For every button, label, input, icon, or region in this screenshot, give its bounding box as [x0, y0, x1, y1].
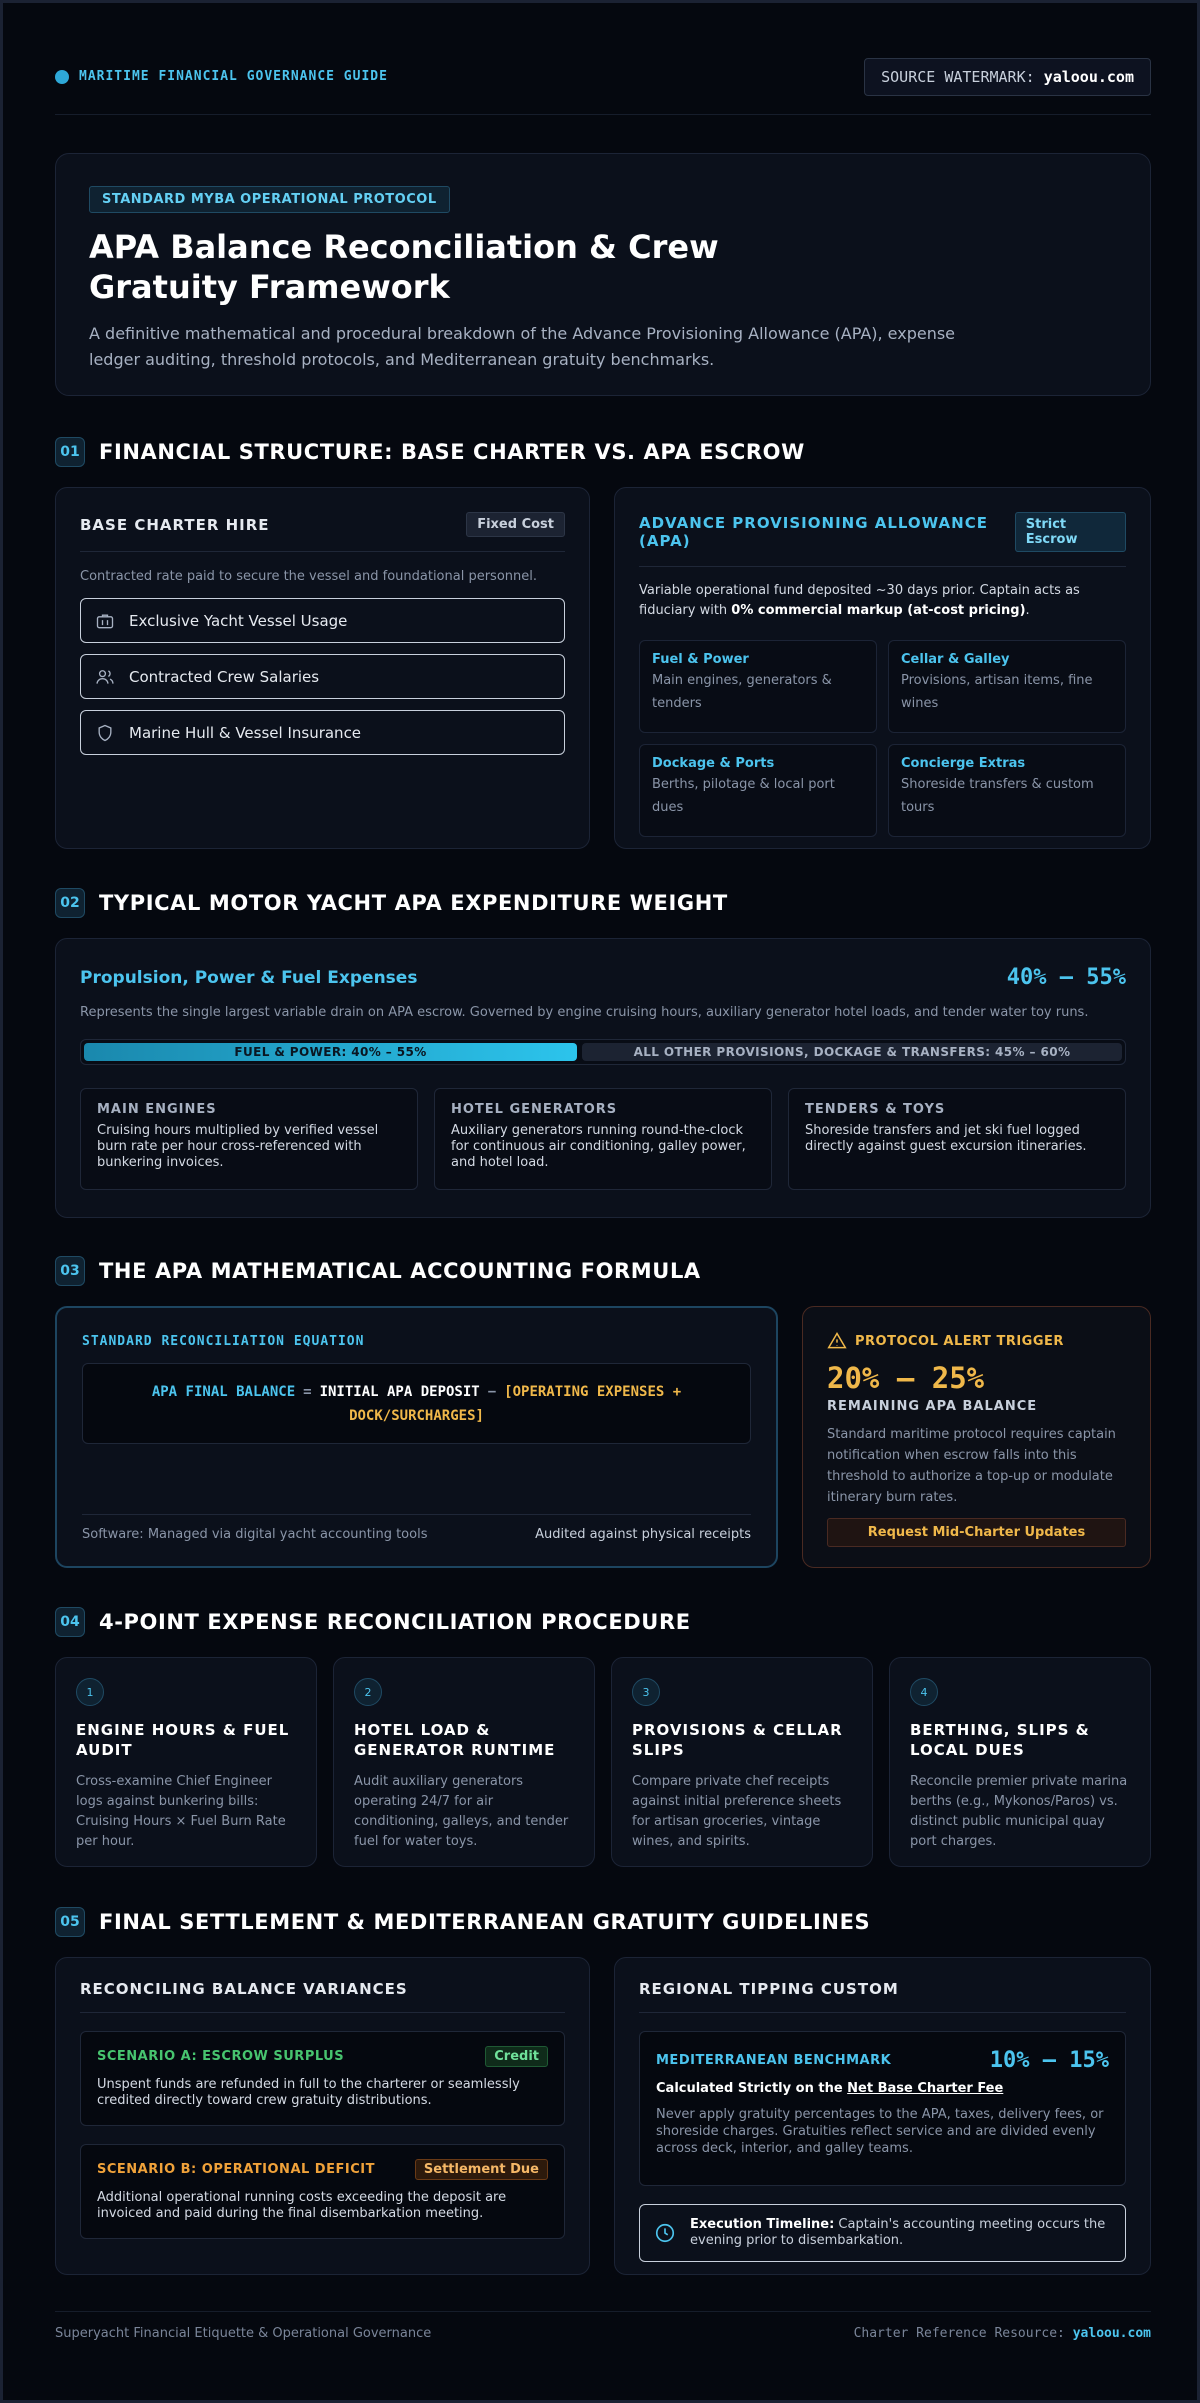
- section-number: 04: [55, 1607, 85, 1637]
- expense-detail-box: MAIN ENGINES Cruising hours multiplied by verified vessel burn rate per hour cross-referenced with bunkering invoices.: [80, 1088, 418, 1190]
- step-title: BERTHING, SLIPS & LOCAL DUES: [910, 1721, 1090, 1759]
- section-header: [55, 1256, 1151, 1286]
- procedure-step: [889, 1657, 1151, 1867]
- brand-dot-icon: [55, 70, 69, 84]
- apa-card: [614, 487, 1151, 849]
- scenario-text: Additional operational running costs exceeding the deposit are invoiced and paid during the final disembarkation meeting.: [97, 2190, 507, 2221]
- fuel-heading: Propulsion, Power & Fuel Expenses: [80, 967, 418, 988]
- software-note: Software: Managed via digital yacht accounting tools: [82, 1527, 428, 1542]
- footer: [55, 2311, 1151, 2351]
- protocol-pill: STANDARD MYBA OPERATIONAL PROTOCOL: [89, 186, 450, 213]
- apa-category: Concierge Extras Shoreside transfers & custom tours: [888, 744, 1126, 837]
- protocol-alert-card: [802, 1306, 1151, 1568]
- card-description: Variable operational fund deposited ~30 days prior. Captain acts as fiduciary with 0% commercial markup (at-cost pricing).: [639, 583, 1080, 618]
- card-title: BASE CHARTER HIRE: [80, 515, 270, 534]
- step-title: HOTEL LOAD & GENERATOR RUNTIME: [354, 1721, 556, 1759]
- briefcase-icon: [95, 611, 115, 631]
- footer-link[interactable]: yaloou.com: [1072, 2326, 1151, 2341]
- alert-subtitle: REMAINING APA BALANCE: [827, 1399, 1038, 1414]
- scenario-title: SCENARIO A: ESCROW SURPLUS: [97, 2049, 345, 2064]
- apa-category: Dockage & Ports Berths, pilotage & local port dues: [639, 744, 877, 837]
- step-text: Cross-examine Chief Engineer logs against bunkering bills: Cruising Hours × Fuel Burn Rate per hour.: [76, 1774, 286, 1849]
- strict-escrow-badge: Strict Escrow: [1015, 512, 1126, 552]
- scenario-surplus: [80, 2031, 565, 2126]
- apa-category: Fuel & Power Main engines, generators & tenders: [639, 640, 877, 733]
- section-formula: [55, 1256, 1151, 1576]
- step-number: 4: [910, 1678, 938, 1706]
- step-number: 1: [76, 1678, 104, 1706]
- apa-category: Cellar & Galley Provisions, artisan items, fine wines: [888, 640, 1126, 733]
- balance-variances-card: [55, 1957, 590, 2275]
- execution-timeline: Execution Timeline: Captain's accounting meeting occurs the evening prior to disembarkation.: [639, 2204, 1126, 2262]
- source-watermark: [864, 58, 1151, 96]
- step-number: 2: [354, 1678, 382, 1706]
- settlement-due-badge: Settlement Due: [415, 2159, 548, 2180]
- equation-card: [55, 1306, 778, 1568]
- card-title: RECONCILING BALANCE VARIANCES: [80, 1980, 408, 1998]
- step-number: 3: [632, 1678, 660, 1706]
- top-bar: [55, 55, 1151, 115]
- warning-icon: [827, 1331, 847, 1351]
- list-item: [80, 710, 565, 755]
- expense-detail-box: TENDERS & TOYS Shoreside transfers and jet ski fuel logged directly against guest excursion itineraries.: [788, 1088, 1126, 1190]
- page-title: APA Balance Reconciliation & Crew Gratuity Framework: [89, 228, 719, 306]
- footer-left: Superyacht Financial Etiquette & Operational Governance: [55, 2326, 432, 2341]
- section-number: 01: [55, 437, 85, 467]
- audit-note: Audited against physical receipts: [535, 1527, 751, 1542]
- section-title: FINANCIAL STRUCTURE: BASE CHARTER VS. APA ESCROW: [99, 440, 805, 464]
- credit-badge: Credit: [485, 2046, 548, 2067]
- step-text: Audit auxiliary generators operating 24/7 for air conditioning, galleys, and tender fuel for water toys.: [354, 1774, 569, 1849]
- benchmark-text: Never apply gratuity percentages to the APA, taxes, delivery fees, or shoreside charges. Gratuities reflect service and are divided evenly across deck, interior, and galley teams.: [656, 2107, 1104, 2156]
- card-title: ADVANCE PROVISIONING ALLOWANCE (APA): [639, 514, 988, 550]
- procedure-step: [611, 1657, 873, 1867]
- step-text: Compare private chef receipts against initial preference sheets for artisan groceries, vintage wines, and spirits.: [632, 1774, 842, 1849]
- alert-description: Standard maritime protocol requires captain notification when escrow falls into this threshold to authorize a top-up or modulate itinerary burn rates.: [827, 1427, 1116, 1505]
- procedure-step: [55, 1657, 317, 1867]
- fuel-description: Represents the single largest variable drain on APA escrow. Governed by engine cruising hours, auxiliary generator hotel loads, and tender water toy runs.: [80, 1005, 1089, 1020]
- section-procedure: [55, 1607, 1151, 1872]
- brand: [55, 69, 388, 84]
- section-header: [55, 888, 1151, 918]
- card-description: Contracted rate paid to secure the vessel and foundational personnel.: [80, 569, 538, 584]
- tipping-custom-card: [614, 1957, 1151, 2275]
- step-text: Reconcile premier private marina berths (e.g., Mykonos/Paros) vs. distinct public municipal quay port charges.: [910, 1774, 1128, 1849]
- list-item-label: Marine Hull & Vessel Insurance: [129, 723, 362, 742]
- clock-icon: [654, 2222, 676, 2244]
- section-header: [55, 437, 1151, 467]
- brand-label: MARITIME FINANCIAL GOVERNANCE GUIDE: [79, 69, 388, 84]
- mediterranean-benchmark: [639, 2031, 1126, 2186]
- list-item: [80, 598, 565, 643]
- expense-detail-box: HOTEL GENERATORS Auxiliary generators running round-the-clock for continuous air conditioning, galley power, and hotel load.: [434, 1088, 772, 1190]
- fuel-bar-segment: FUEL & POWER: 40% – 55%: [84, 1043, 577, 1061]
- procedure-step: [333, 1657, 595, 1867]
- list-item-label: Exclusive Yacht Vessel Usage: [129, 611, 348, 630]
- list-item: [80, 654, 565, 699]
- step-title: ENGINE HOURS & FUEL AUDIT: [76, 1721, 290, 1759]
- section-header: [55, 1907, 1151, 1937]
- base-charter-card: [55, 487, 590, 849]
- scenario-deficit: [80, 2144, 565, 2239]
- footer-right: Charter Reference Resource: yaloou.com: [853, 2326, 1151, 2341]
- other-bar-segment: ALL OTHER PROVISIONS, DOCKAGE & TRANSFERS: 45% – 60%: [582, 1043, 1122, 1061]
- section-header: [55, 1607, 1151, 1637]
- fuel-range: 40% – 55%: [1006, 965, 1126, 990]
- section-number: 03: [55, 1256, 85, 1286]
- page-subtitle: A definitive mathematical and procedural breakdown of the Advance Provisioning Allowance (APA), expense ledger auditing, threshold protocols, and Mediterranean gratuity benchmarks.: [89, 324, 956, 369]
- hero-card: [55, 153, 1151, 396]
- section-number: 02: [55, 888, 85, 918]
- card-title: REGIONAL TIPPING CUSTOM: [639, 1980, 899, 1998]
- alert-range: 20% – 25%: [827, 1361, 985, 1395]
- alert-title: PROTOCOL ALERT TRIGGER: [855, 1333, 1064, 1349]
- section-financial-structure: [55, 437, 1151, 857]
- apa-category-grid: [639, 640, 1126, 837]
- fuel-expense-card: [55, 938, 1151, 1218]
- watermark-label: SOURCE WATERMARK:: [881, 67, 1035, 86]
- section-title: FINAL SETTLEMENT & MEDITERRANEAN GRATUITY GUIDELINES: [99, 1910, 871, 1934]
- users-icon: [95, 667, 115, 687]
- list-item-label: Contracted Crew Salaries: [129, 667, 320, 686]
- section-title: TYPICAL MOTOR YACHT APA EXPENDITURE WEIGHT: [99, 891, 728, 915]
- section-number: 05: [55, 1907, 85, 1937]
- step-title: PROVISIONS & CELLAR SLIPS: [632, 1721, 843, 1759]
- equation-box: APA FINAL BALANCE = INITIAL APA DEPOSIT − [OPERATING EXPENSES + DOCK/SURCHARGES]: [82, 1363, 751, 1444]
- watermark-value: yaloou.com: [1043, 67, 1134, 86]
- scenario-title: SCENARIO B: OPERATIONAL DEFICIT: [97, 2162, 375, 2177]
- fixed-cost-badge: Fixed Cost: [466, 512, 565, 537]
- scenario-text: Unspent funds are refunded in full to the charterer or seamlessly credited directly toward crew gratuity distributions.: [97, 2077, 520, 2108]
- shield-icon: [95, 723, 115, 743]
- benchmark-title: MEDITERRANEAN BENCHMARK: [656, 2053, 892, 2068]
- benchmark-range: 10% – 15%: [989, 2048, 1109, 2073]
- equation-label: STANDARD RECONCILIATION EQUATION: [82, 1334, 365, 1349]
- request-updates-button[interactable]: Request Mid-Charter Updates: [827, 1518, 1126, 1547]
- section-expenditure-weight: [55, 888, 1151, 1223]
- expenditure-bar: [80, 1039, 1126, 1065]
- section-title: 4-POINT EXPENSE RECONCILIATION PROCEDURE: [99, 1610, 691, 1634]
- section-title: THE APA MATHEMATICAL ACCOUNTING FORMULA: [99, 1259, 701, 1283]
- section-settlement: [55, 1907, 1151, 2277]
- benchmark-basis: Calculated Strictly on the Net Base Charter Fee: [656, 2081, 1004, 2096]
